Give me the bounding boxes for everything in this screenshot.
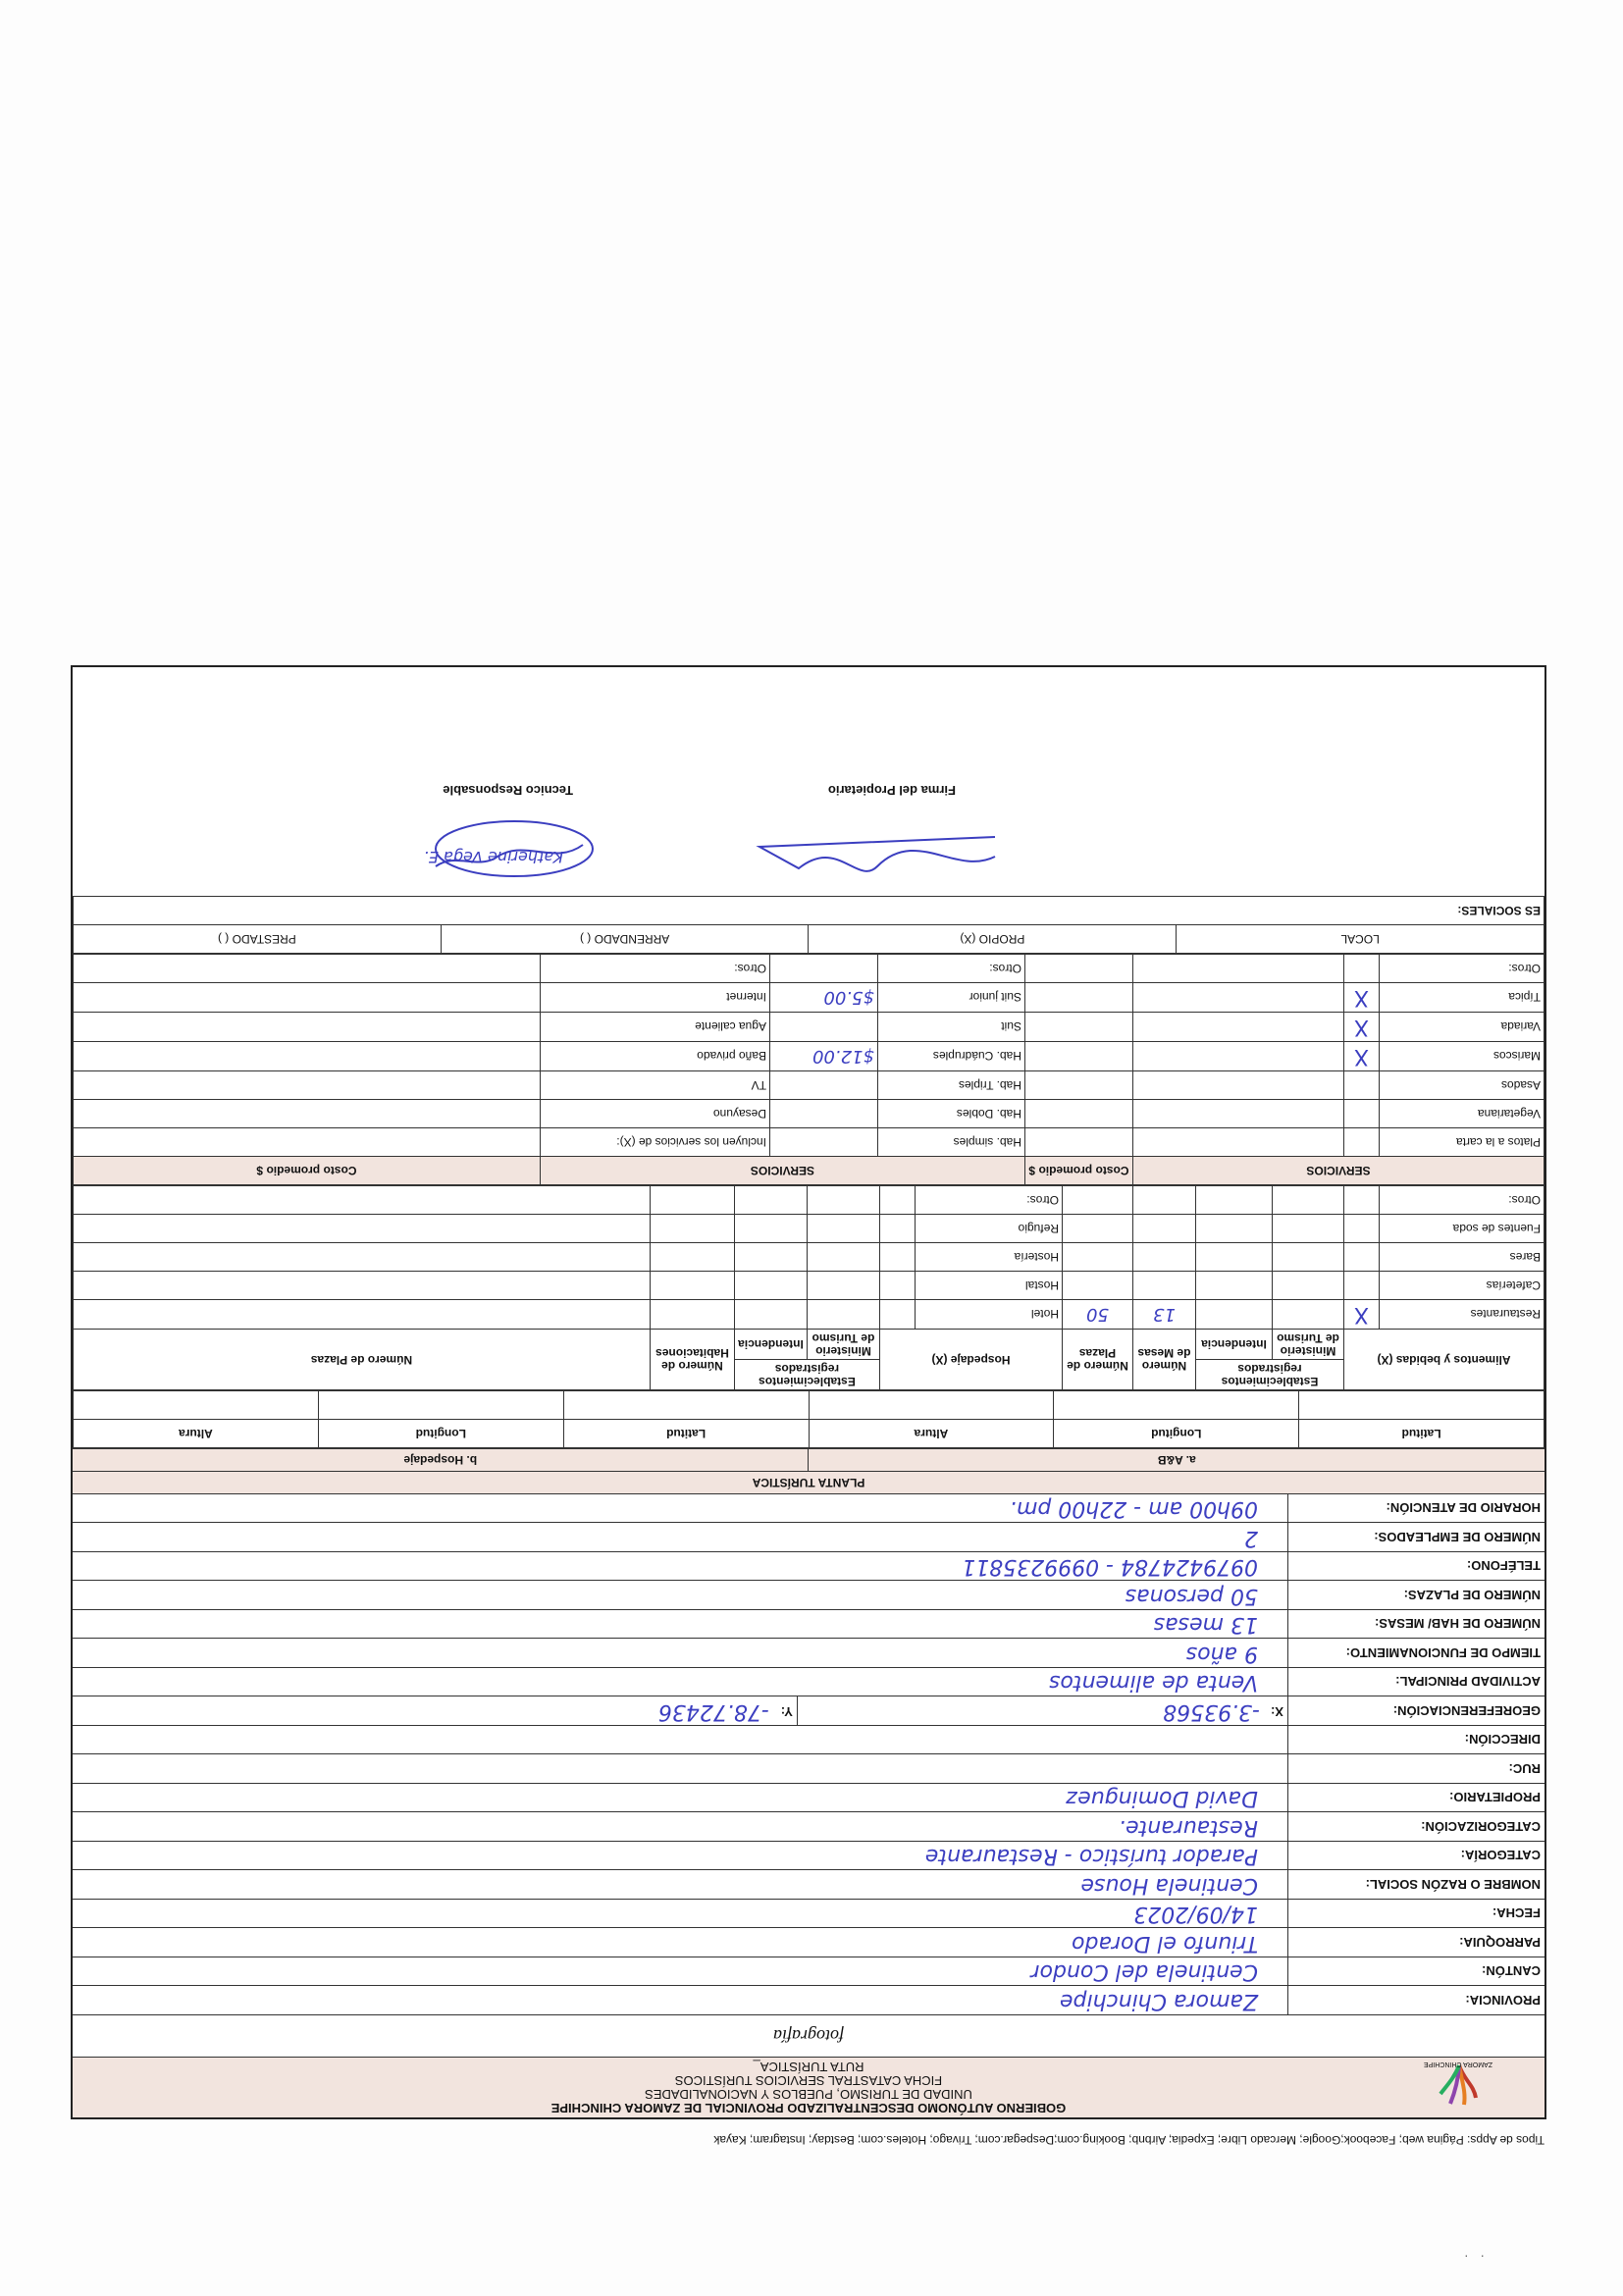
plazas2-cell[interactable] [74, 1300, 651, 1330]
field-label: NÚMERO DE EMPLEADOS: [1287, 1524, 1544, 1552]
ministerio2-cell[interactable] [807, 1186, 879, 1215]
field-value[interactable]: Venta de alimentos [1049, 1670, 1258, 1696]
coord-value[interactable] [74, 1391, 319, 1420]
ministerio2-col: Ministerio de Turismo [807, 1330, 879, 1360]
menu-type: Platos a la carta [1380, 1128, 1544, 1157]
hab-cell[interactable] [650, 1186, 734, 1215]
room-cost[interactable] [769, 1071, 877, 1100]
field-value[interactable]: 2 [1244, 1526, 1258, 1550]
mesas-cell[interactable] [1132, 1272, 1195, 1300]
intendencia2-cell[interactable] [734, 1300, 807, 1330]
room-type: Suit [877, 1013, 1024, 1042]
menu-check[interactable] [1344, 1128, 1380, 1157]
mesas-cell[interactable]: 13 [1132, 1300, 1195, 1330]
field-value[interactable]: Triunfo el Dorado [1072, 1931, 1258, 1956]
ab-hospedaje-table [73, 1185, 1544, 1390]
menu-check[interactable]: X [1344, 983, 1380, 1013]
field-row [73, 1957, 1544, 1986]
cost-header-a: Costo promedio $ [1024, 1157, 1132, 1185]
room-cost[interactable] [769, 1100, 877, 1128]
geo-y-label: Y: [780, 1704, 793, 1719]
hosp-check[interactable] [879, 1272, 915, 1300]
field-row [73, 1986, 1544, 2015]
field-row [73, 1841, 1544, 1870]
field-value[interactable]: 50 personas [1125, 1584, 1258, 1608]
hab-cell[interactable] [650, 1300, 734, 1330]
coord-label: Longitud [1054, 1420, 1299, 1448]
service-label: TV [540, 1071, 769, 1100]
service-label: Otros: [540, 955, 769, 983]
geo-x-label: X: [1271, 1704, 1283, 1719]
field-row [73, 1928, 1544, 1957]
field-value[interactable]: David Dominguez [1066, 1786, 1258, 1811]
menu-blank[interactable] [1132, 1128, 1343, 1157]
menu-cost[interactable] [1024, 1071, 1132, 1100]
field-label: FECHA: [1287, 1900, 1544, 1928]
menu-blank[interactable] [1132, 1013, 1343, 1042]
service-label: Baño privado [540, 1042, 769, 1071]
menu-cost[interactable] [1024, 983, 1132, 1013]
field-value[interactable]: 0979424784 - 0999235811 [962, 1554, 1258, 1580]
intendencia2-cell[interactable] [734, 1243, 807, 1272]
firma-label: Firma del Propietario [827, 783, 956, 798]
field-value[interactable] [73, 1726, 1287, 1754]
menu-blank[interactable] [1132, 1042, 1343, 1071]
field-label: HORARIO DE ATENCIÓN: [1287, 1494, 1544, 1523]
menu-type: Asados [1380, 1071, 1544, 1100]
field-label: RUC: [1287, 1755, 1544, 1784]
services-table [73, 954, 1544, 1185]
hosp-col-header: Hospedaje (X) [879, 1330, 1062, 1390]
menu-blank[interactable] [1132, 983, 1343, 1013]
ministerio2-cell[interactable] [807, 1272, 879, 1300]
intendencia-cell[interactable] [1195, 1215, 1272, 1243]
ministerio-cell[interactable] [1273, 1243, 1344, 1272]
blank-page-area [0, 0, 1623, 667]
field-value[interactable]: Centinela del Condor [1030, 1959, 1258, 1985]
field-label: DIRECCIÓN: [1287, 1726, 1544, 1754]
logo-text: ZAMORA CHINCHIPE [1424, 2061, 1493, 2067]
mesas-cell[interactable] [1132, 1186, 1195, 1215]
table-row [74, 1071, 1544, 1100]
plazas-cell[interactable] [1062, 1215, 1132, 1243]
menu-check[interactable]: X [1344, 1013, 1380, 1042]
table-row [74, 1128, 1544, 1157]
menu-cost[interactable] [1024, 1042, 1132, 1071]
tecnico-label: Tecnico Responsable [443, 783, 573, 798]
field-label: CATEGORÍA: [1287, 1842, 1544, 1870]
form-header [73, 2057, 1544, 2117]
hosp-type: Hostería [915, 1243, 1062, 1272]
plazas2-cell[interactable] [74, 1272, 651, 1300]
geo-y-value[interactable]: -78.72436 [657, 1699, 769, 1724]
field-row [73, 1551, 1544, 1581]
service-check[interactable] [74, 1042, 541, 1071]
menu-blank[interactable] [1132, 1071, 1343, 1100]
planta-turistica-title: PLANTA TURÍSTICA [73, 1471, 1544, 1493]
menu-cost[interactable] [1024, 1013, 1132, 1042]
estab2-col-header: Establecimientos registrados [734, 1360, 879, 1390]
coord-label: Longitud [318, 1420, 563, 1448]
field-label: PARROQUIA: [1287, 1929, 1544, 1957]
room-type: Suit junior [877, 983, 1024, 1013]
field-label: PROPIETARIO: [1287, 1784, 1544, 1812]
arrendado-option[interactable]: ARRENDADO ( ) [441, 925, 809, 954]
services-header-a: SERVICIOS [1132, 1157, 1544, 1185]
cost-header-b: Costo promedio $ [74, 1157, 541, 1185]
hosp-type: Hostal [915, 1272, 1062, 1300]
field-row [73, 1870, 1544, 1900]
service-check[interactable] [74, 1128, 541, 1157]
scan-marks: · · [1464, 2247, 1485, 2263]
table-row [74, 983, 1544, 1013]
room-cost[interactable] [769, 1013, 877, 1042]
hosp-check[interactable] [879, 1186, 915, 1215]
table-row [74, 1013, 1544, 1042]
menu-check[interactable]: X [1344, 1042, 1380, 1071]
menu-check[interactable] [1344, 1100, 1380, 1128]
menu-check[interactable] [1344, 1071, 1380, 1100]
service-label: Incluyen los servicios de (X): [540, 1128, 769, 1157]
menu-cost[interactable] [1024, 955, 1132, 983]
header-line4: RUTA TURÍSTICA_ [753, 2060, 864, 2074]
georeference-row [73, 1696, 1544, 1726]
coord-value[interactable] [563, 1391, 809, 1420]
ab-type: Fuentes de soda [1380, 1215, 1544, 1243]
hab-col-header: Número de Habitaciones [650, 1330, 734, 1390]
ab-check[interactable] [1344, 1272, 1380, 1300]
ministerio-cell[interactable] [1273, 1186, 1344, 1215]
field-label: TIEMPO DE FUNCIONAMIENTO: [1287, 1640, 1544, 1668]
intendencia-col: Intendencia [1195, 1330, 1272, 1360]
service-check[interactable] [74, 1013, 541, 1042]
ab-check[interactable] [1344, 1215, 1380, 1243]
field-row [73, 1725, 1544, 1754]
service-check[interactable] [74, 983, 541, 1013]
intendencia2-col: Intendencia [734, 1330, 807, 1360]
room-cost[interactable]: $12.00 [769, 1042, 877, 1071]
field-value[interactable]: 14/09/2023 [1133, 1902, 1258, 1927]
menu-check[interactable] [1344, 955, 1380, 983]
local-table [73, 896, 1544, 954]
table-row [74, 1215, 1544, 1243]
intendencia2-cell[interactable] [734, 1186, 807, 1215]
plazas-cell[interactable] [1062, 1272, 1132, 1300]
intendencia-cell[interactable] [1195, 1300, 1272, 1330]
tourism-survey-form [71, 665, 1546, 2147]
service-label: Agua caliente [540, 1013, 769, 1042]
intendencia2-cell[interactable] [734, 1215, 807, 1243]
field-value[interactable]: Restaurante. [1119, 1815, 1258, 1840]
mesas-col-header: Número de Mesas [1132, 1330, 1195, 1390]
plazas2-cell[interactable] [74, 1186, 651, 1215]
apps-types-note: Tipos de Apps: Página web; Facebook;Google; Mercado Libre; Expedia; Airbnb; Booking.com;Despegar.com; Trivago; Hoteles.com; Bestday; Instagram; Kayak [713, 2133, 1544, 2147]
local-label: LOCAL [1177, 925, 1544, 954]
room-cost[interactable]: $5.00 [769, 983, 877, 1013]
room-cost[interactable] [769, 1128, 877, 1157]
plazas2-cell[interactable] [74, 1243, 651, 1272]
hosp-check[interactable] [879, 1300, 915, 1330]
field-label: NOMBRE O RAZÓN SOCIAL: [1287, 1871, 1544, 1900]
signatures [69, 798, 1544, 896]
field-row [73, 1812, 1544, 1842]
geo-x-value[interactable]: -3.93568 [1163, 1699, 1260, 1724]
ministerio2-cell[interactable] [807, 1300, 879, 1330]
menu-blank[interactable] [1132, 1100, 1343, 1128]
services-header-b: SERVICIOS [540, 1157, 1024, 1185]
plazas-cell[interactable] [1062, 1243, 1132, 1272]
field-row [73, 1581, 1544, 1610]
field-row [73, 1523, 1544, 1552]
menu-type: Vegetariana [1380, 1100, 1544, 1128]
field-label: NÚMERO DE HAB/ MESAS: [1287, 1610, 1544, 1639]
plazas-cell[interactable] [1062, 1186, 1132, 1215]
intendencia-cell[interactable] [1195, 1186, 1272, 1215]
hosp-type: Otros: [915, 1186, 1062, 1215]
field-label: GEOREFERENCIACIÓN: [1287, 1697, 1544, 1726]
intendencia2-cell[interactable] [734, 1272, 807, 1300]
header-line1: GOBIERNO AUTÓNOMO DESCENTRALIZADO PROVINCIAL DE ZAMORA CHINCHIPE [550, 2101, 1067, 2115]
ministerio2-cell[interactable] [807, 1243, 879, 1272]
field-row [73, 1609, 1544, 1639]
room-type: Otros: [877, 955, 1024, 983]
plazas2-col-header: Número de Plazas [74, 1330, 651, 1390]
coord-value[interactable] [318, 1391, 563, 1420]
menu-type: Típica [1380, 983, 1544, 1013]
menu-blank[interactable] [1132, 955, 1343, 983]
service-check[interactable] [74, 1100, 541, 1128]
menu-type: Mariscos [1380, 1042, 1544, 1071]
ministerio-cell[interactable] [1273, 1300, 1344, 1330]
table-row [74, 1272, 1544, 1300]
coord-label: Altura [809, 1420, 1054, 1448]
header-line3: FICHA CATASTRAL SERVICIOS TURÍSTICOS [674, 2073, 943, 2088]
field-label: ACTIVIDAD PRINCIPAL: [1287, 1668, 1544, 1696]
hosp-type: Refugio [915, 1215, 1062, 1243]
field-value[interactable]: Centinela House [1080, 1873, 1258, 1898]
field-row [73, 1783, 1544, 1812]
estab-col-header: Establecimientos registrados [1195, 1360, 1343, 1390]
service-label: Internet [540, 983, 769, 1013]
ministerio2-cell[interactable] [807, 1215, 879, 1243]
photo-label: fotografía [73, 2014, 1544, 2057]
coord-value[interactable] [809, 1391, 1054, 1420]
hosp-check[interactable] [879, 1215, 915, 1243]
table-row [74, 955, 1544, 983]
planta-subheader [73, 1448, 1544, 1471]
hab-cell[interactable] [650, 1272, 734, 1300]
redes-sociales-label: ES SOCIALES: [74, 897, 1544, 925]
ab-check[interactable] [1344, 1243, 1380, 1272]
hab-cell[interactable] [650, 1215, 734, 1243]
room-cost[interactable] [769, 955, 877, 983]
hosp-type: Hotel [915, 1300, 1062, 1330]
menu-cost[interactable] [1024, 1100, 1132, 1128]
field-label: CATEGORIZACIÓN: [1287, 1813, 1544, 1842]
ministerio-col: Ministerio de Turismo [1273, 1330, 1344, 1360]
ab-type: Otros: [1380, 1186, 1544, 1215]
table-row [74, 1100, 1544, 1128]
field-label: CANTÓN: [1287, 1957, 1544, 1986]
hospedaje-label: b. Hospedaje [403, 1453, 478, 1467]
tecnico-signature: Katherine Vega E. [423, 848, 563, 866]
service-check[interactable] [74, 955, 541, 983]
coord-label: Latitud [563, 1420, 809, 1448]
menu-cost[interactable] [1024, 1128, 1132, 1157]
field-value[interactable]: Parador turístico - Restaurante [924, 1844, 1258, 1869]
mesas-cell[interactable] [1132, 1243, 1195, 1272]
intendencia-cell[interactable] [1195, 1243, 1272, 1272]
coord-label: Altura [74, 1420, 319, 1448]
ab-type: Cafeterías [1380, 1272, 1544, 1300]
field-value[interactable]: 09h00 am - 22h00 pm. [1009, 1496, 1258, 1522]
ab-label: a. A&B [809, 1449, 1545, 1471]
room-type: Hab. Dobles [877, 1100, 1024, 1128]
ab-col-header: Alimentos y bebidas (X) [1344, 1330, 1544, 1390]
signature-area [73, 770, 1544, 896]
field-row [73, 1899, 1544, 1928]
room-type: Hab. simples [877, 1128, 1024, 1157]
hosp-check[interactable] [879, 1243, 915, 1272]
field-label: NÚMERO DE PLAZAS: [1287, 1582, 1544, 1610]
header-line2: UNIDAD DE TURISMO, PUEBLOS Y NACIONALIDADES [645, 2087, 972, 2102]
field-value[interactable]: 9 años [1185, 1642, 1258, 1666]
field-row [73, 1754, 1544, 1784]
coord-label: Latitud [1299, 1420, 1544, 1448]
table-row [74, 1042, 1544, 1071]
intendencia-cell[interactable] [1195, 1272, 1272, 1300]
ab-check[interactable]: X [1344, 1300, 1380, 1330]
plazas-col-header: Número de Plazas [1062, 1330, 1132, 1390]
field-label: TELÉFONO: [1287, 1552, 1544, 1581]
menu-type: Variada [1380, 1013, 1544, 1042]
prestado-option[interactable]: PRESTADO ( ) [74, 925, 442, 954]
plazas2-cell[interactable] [74, 1215, 651, 1243]
field-value[interactable]: 13 mesas [1153, 1612, 1258, 1638]
table-row [74, 1300, 1544, 1330]
ab-type: Bares [1380, 1243, 1544, 1272]
service-label: Desayuno [540, 1100, 769, 1128]
field-value[interactable]: Zamora Chinchipe [1060, 1989, 1258, 2013]
coord-value[interactable] [1054, 1391, 1299, 1420]
propio-option[interactable]: PROPIO (X) [809, 925, 1177, 954]
field-label: PROVINCIA: [1287, 1987, 1544, 2015]
service-check[interactable] [74, 1071, 541, 1100]
table-row [74, 1186, 1544, 1215]
ab-type: Restaurantes [1380, 1300, 1544, 1330]
room-type: Hab. Cuádruples [877, 1042, 1024, 1071]
field-row [73, 1639, 1544, 1668]
hab-cell[interactable] [650, 1243, 734, 1272]
ab-check[interactable] [1344, 1186, 1380, 1215]
coordinates-table [73, 1390, 1544, 1448]
coord-value[interactable] [1299, 1391, 1544, 1420]
menu-type: Otros: [1380, 955, 1544, 983]
ministerio-cell[interactable] [1273, 1215, 1344, 1243]
room-type: Hab. Triples [877, 1071, 1024, 1100]
field-value[interactable] [73, 1755, 1287, 1784]
field-row [73, 1667, 1544, 1696]
mesas-cell[interactable] [1132, 1215, 1195, 1243]
plazas-cell[interactable]: 50 [1062, 1300, 1132, 1330]
table-row [74, 1243, 1544, 1272]
ministerio-cell[interactable] [1273, 1272, 1344, 1300]
field-row [73, 1493, 1544, 1523]
